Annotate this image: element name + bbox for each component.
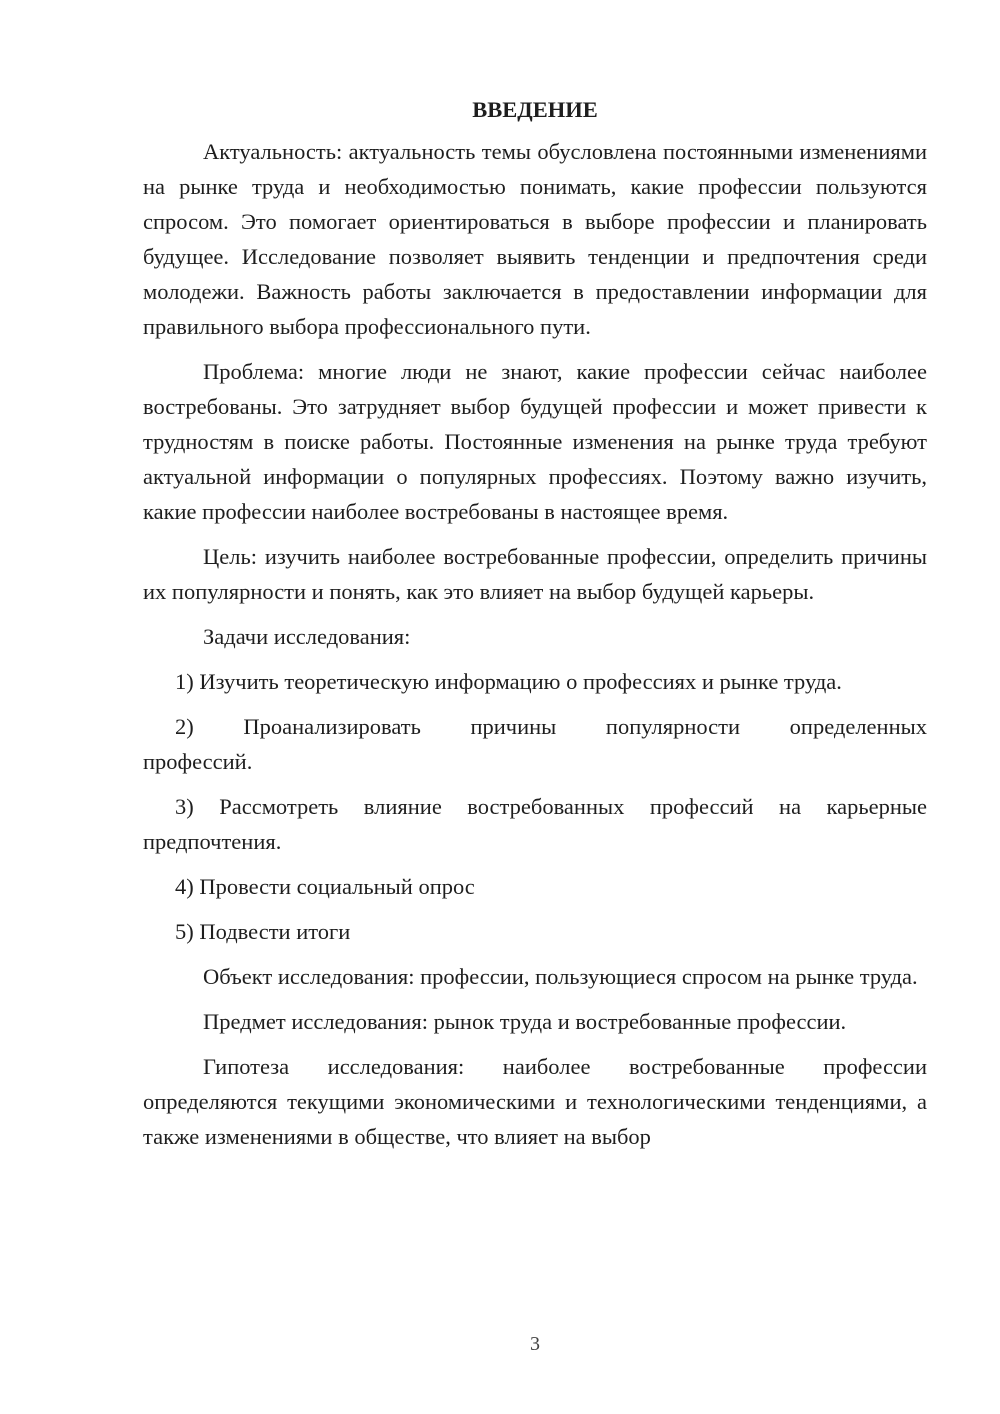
tasks-heading: Задачи исследования:: [203, 624, 411, 649]
relevance-paragraph: Актуальность: актуальность темы обусловлена постоянными изменениями на рынке труда и необходимостью понимать, какие профессии пользуются спросом. Это помогает ориентироваться в выборе профессии и планировать будущее. Исследование позволяет выявить тенденции и предпочтения среди молодежи. Важность работы заключается в предоставлении информации для правильного выбора профессионального пути.: [143, 139, 927, 339]
task-item-3: 3) Рассмотреть влияние востребованных профессий на карьерные предпочтения.: [143, 794, 927, 854]
task-item-2: 2) Проанализировать причины популярности определенных профессий.: [143, 714, 927, 774]
page-number: 3: [530, 1333, 540, 1355]
task-item-1: 1) Изучить теоретическую информацию о профессиях и рынке труда.: [175, 669, 842, 694]
document-page: [143, 92, 927, 1164]
task-item-4: 4) Провести социальный опрос: [175, 874, 475, 899]
object-paragraph: Объект исследования: профессии, пользующиеся спросом на рынке труда.: [203, 964, 918, 989]
problem-paragraph: Проблема: многие люди не знают, какие профессии сейчас наиболее востребованы. Это затрудняет выбор будущей профессии и может привести к трудностям в поиске работы. Постоянные изменения на рынке труда требуют актуальной информации о популярных профессиях. Поэтому важно изучить, какие профессии наиболее востребованы в настоящее время.: [143, 359, 927, 524]
hypothesis-paragraph: Гипотеза исследования: наиболее востребованные профессии определяются текущими экономическими и технологическими тенденциями, а также изменениями в обществе, что влияет на выбор: [143, 1054, 927, 1149]
section-title: ВВЕДЕНИЕ: [472, 97, 598, 122]
goal-paragraph: Цель: изучить наиболее востребованные профессии, определить причины их популярности и понять, как это влияет на выбор будущей карьеры.: [143, 544, 927, 604]
subject-paragraph: Предмет исследования: рынок труда и востребованные профессии.: [203, 1009, 847, 1034]
task-item-5: 5) Подвести итоги: [175, 919, 351, 944]
